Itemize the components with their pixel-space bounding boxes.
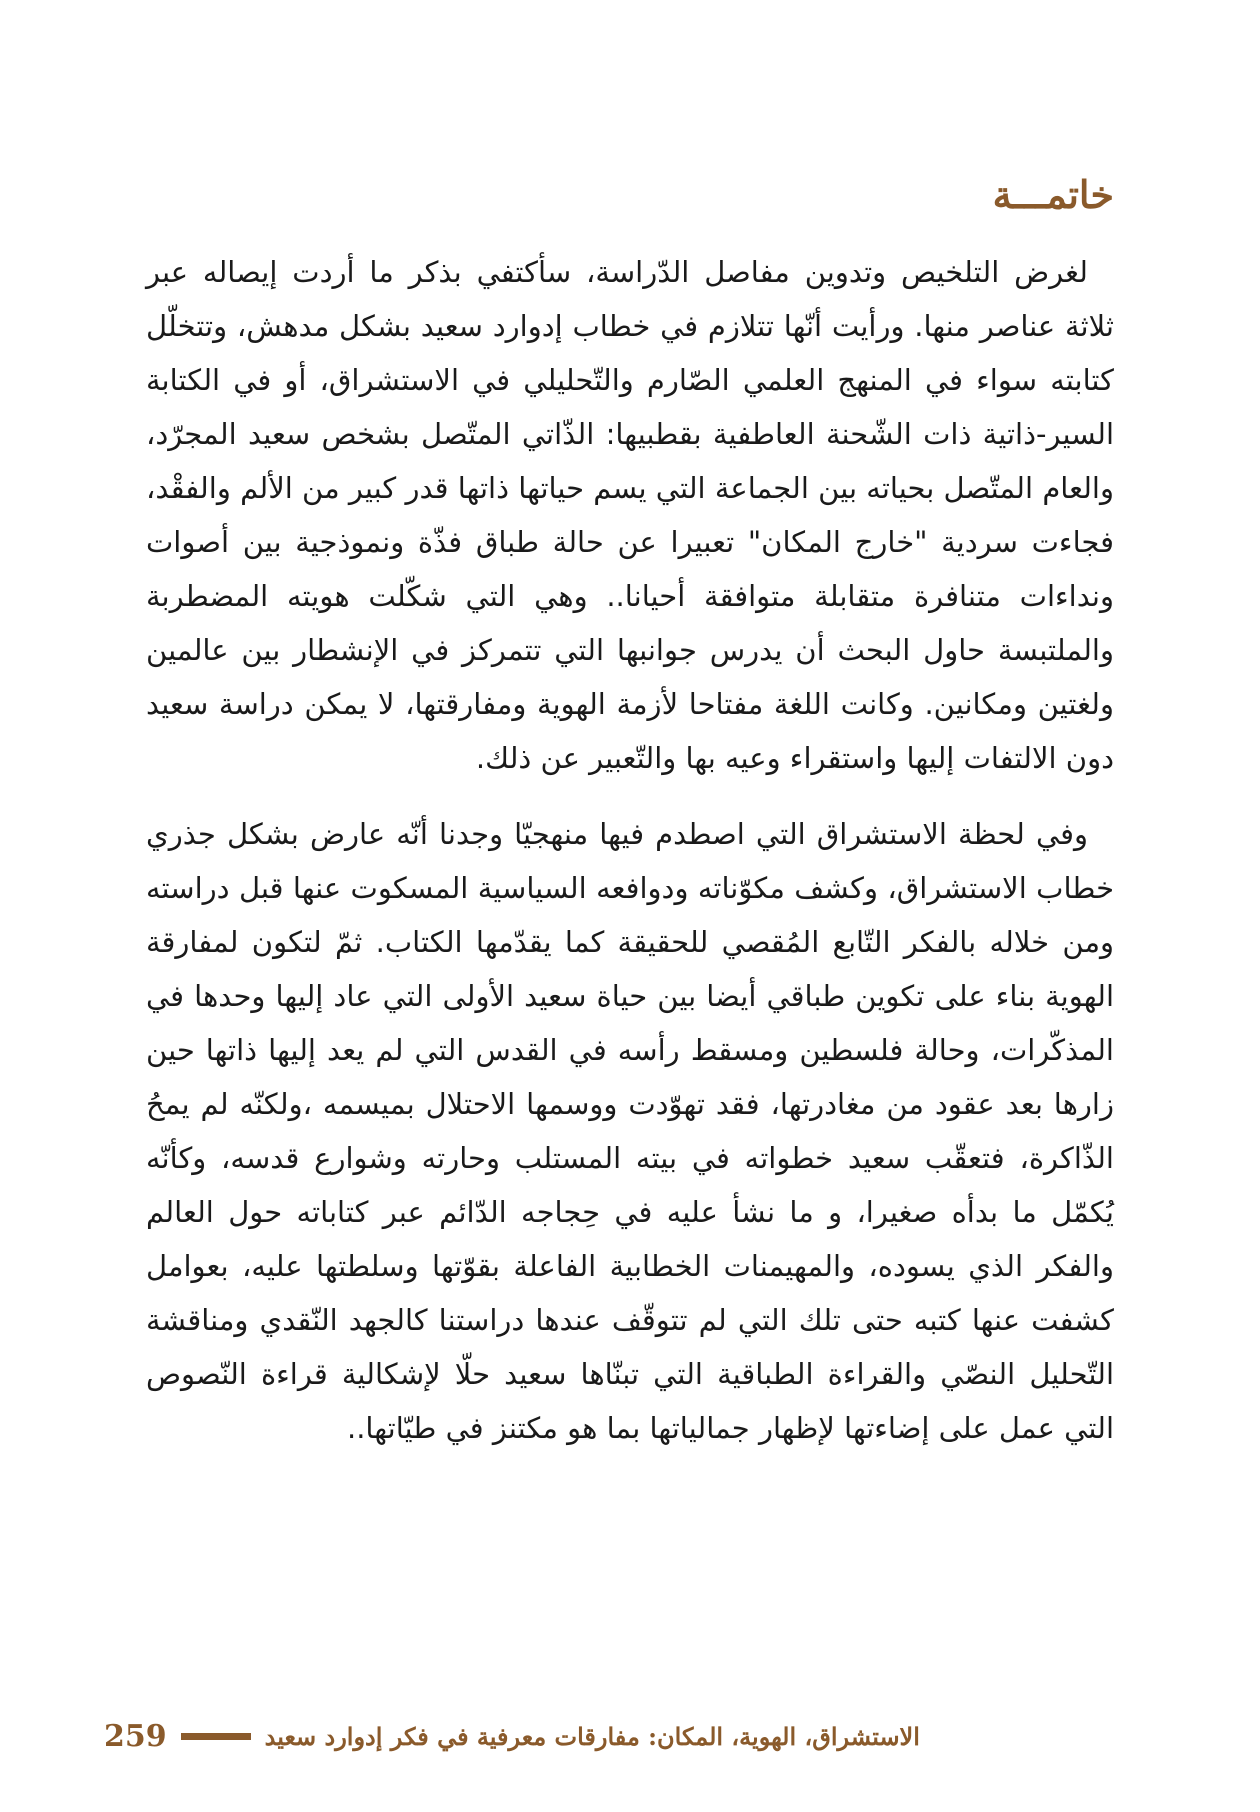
page-footer — [104, 1714, 1114, 1758]
section-heading: خاتمـــة — [992, 172, 1114, 217]
page-number: 259 — [104, 1718, 167, 1754]
running-title: الاستشراق، الهوية، المكان: مفارقات معرفية في فكر إدوارد سعيد — [264, 1721, 920, 1751]
paragraph-2: وفي لحظة الاستشراق التي اصطدم فيها منهجيّا وجدنا أنّه عارض بشكل جذري خطاب الاستشراق، وكشف مكوّناته ودوافعه السياسية المسكوت عنها قبل دراسته ومن خلاله بالفكر التّابع المُقصي للحقيقة كما يقدّمها الكتاب. ثمّ لتكون لمفارقة الهوية بناء على تكوين طباقي أيضا بين حياة سعيد الأولى التي عاد إليها وحدها في المذكّرات، وحالة فلسطين ومسقط رأسه في القدس التي لم يعد إليها ذاتها حين زارها بعد عقود من مغادرتها، فقد تهوّدت ووسمها الاحتلال بميسمه ،ولكنّه لم يمحُ الذّاكرة، فتعقّب سعيد خطواته في بيته المستلب وحارته وشوارع قدسه، وكأنّه يُكمّل ما بدأه صغيرا، و ما نشأ عليه في حِجاجه الدّائم عبر كتاباته حول العالم والفكر الذي يسوده، والمهيمنات الخطابية الفاعلة بقوّتها وسلطتها عليه، بعوامل كشفت عنها كتبه حتى تلك التي لم تتوقّف عندها دراستنا كالجهد النّقدي ومناقشة التّحليل النصّي والقراءة الطباقية التي تبنّاها سعيد حلّا لإشكالية قراءة النّصوص التي عمل على إضاءتها لإظهار جمالياتها بما هو مكتنز في طيّاتها.. — [146, 817, 1114, 1445]
paragraph-1: لغرض التلخيص وتدوين مفاصل الدّراسة، سأكتفي بذكر ما أردت إيصاله عبر ثلاثة عناصر منها. ورأيت أنّها تتلازم في خطاب إدوارد سعيد بشكل مدهش، وتتخلّل كتابته سواء في المنهج العلمي الصّارم والتّحليلي في الاستشراق، أو في الكتابة السير-ذاتية ذات الشّحنة العاطفية بقطبيها: الذّاتي المتّصل بشخص سعيد المجرّد، والعام المتّصل بحياته بين الجماعة التي يسم حياتها ذاتها قدر كبير من الألم والفقْد، فجاءت سردية "خارج المكان" تعبيرا عن حالة طباق فذّة ونموذجية بين أصوات ونداءات متنافرة متقابلة متوافقة أحيانا.. وهي التي شكّلت هويته المضطربة والملتبسة حاول البحث أن يدرس جوانبها التي تتمركز في الإنشطار بين عالمين ولغتين ومكانين. وكانت اللغة مفتاحا لأزمة الهوية ومفارقتها، لا يمكن دراسة سعيد دون الالتفات إليها واستقراء وعيه بها والتّعبير عن ذلك. — [146, 255, 1114, 775]
footer-divider — [181, 1733, 251, 1740]
body-text — [146, 245, 1114, 1477]
